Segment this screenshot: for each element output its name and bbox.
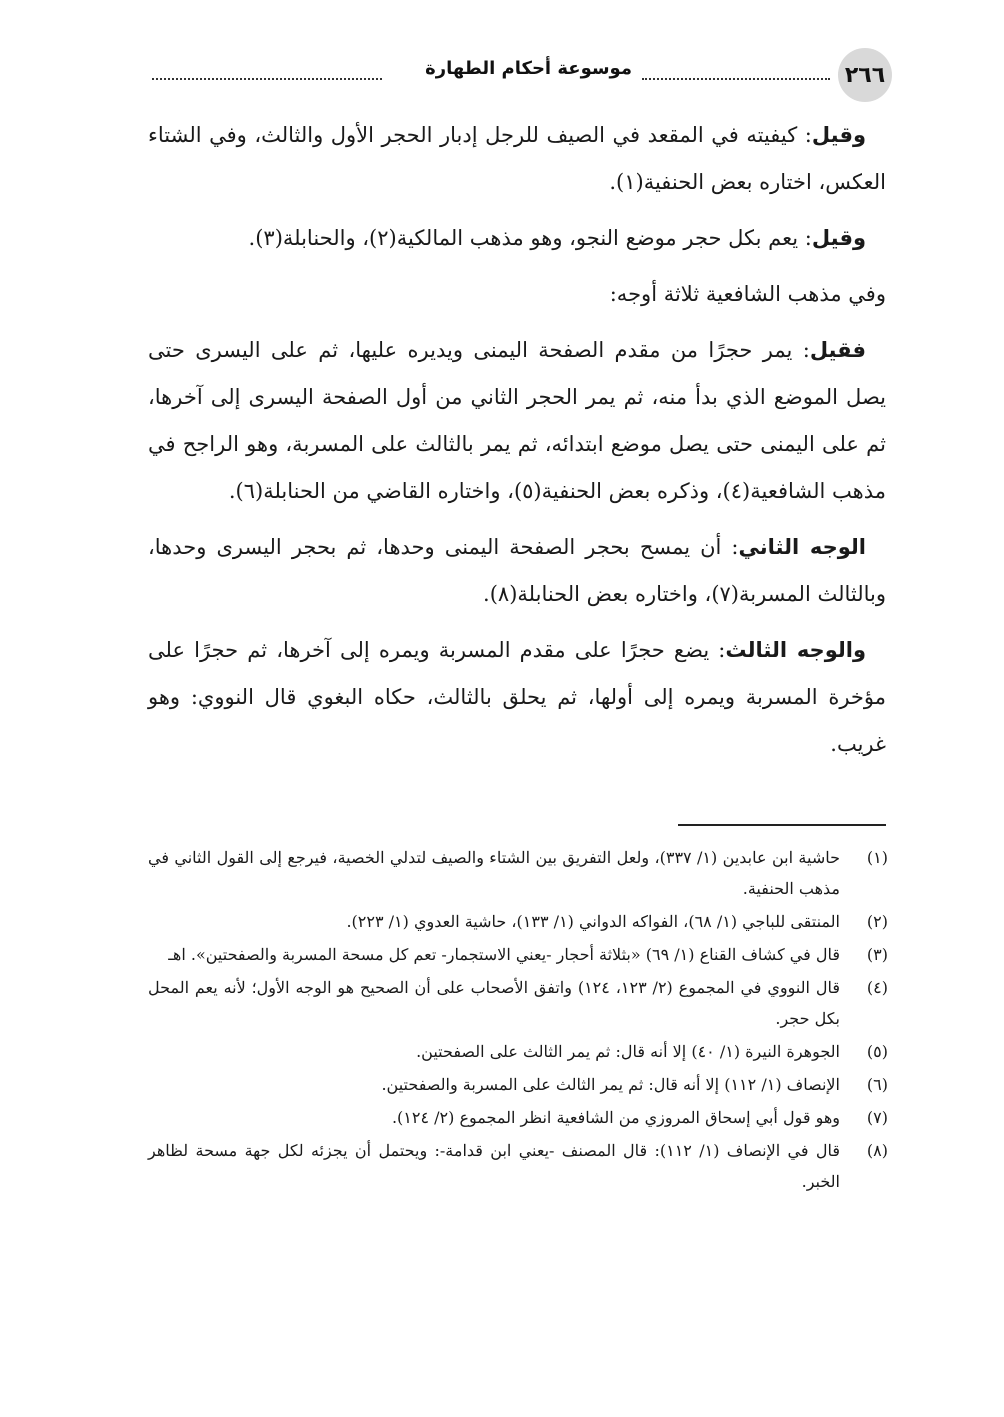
paragraph [148,215,886,262]
footnote-text: المنتقى للباجي (١/ ٦٨)، الفواكه الدواني (١/ ١٣٣)، حاشية العدوي (١/ ٢٢٣). [346,912,840,931]
footnote-text: الإنصاف (١/ ١١٢) إلا أنه قال: ثم يمر الثالث على المسربة والصفحتين. [381,1075,840,1094]
footnote [148,842,888,904]
page-number: ٢٦٦ [838,48,892,102]
footnote-text: قال في الإنصاف (١/ ١١٢): قال المصنف -يعني ابن قدامة-: ويحتمل أن يجزئه لكل جهة مسحة لظاهر الخبر. [148,1141,840,1191]
footnote-number: (٦) [866,1075,888,1094]
footnote-number: (٥) [866,1042,888,1061]
paragraph-text: : يضع حجرًا على مقدم المسربة ويمره إلى آخرها، ثم حجرًا على مؤخرة المسربة ويمره إلى أولها، ثم يحلق بالثالث، حكاه البغوي قال النووي: وهو غريب. [148,638,886,756]
footnote-divider [678,824,886,826]
paragraph-text: : يعم بكل حجر موضع النجو، وهو مذهب المالكية(٢)، والحنابلة(٣). [248,226,812,250]
footnote [148,1036,888,1067]
footnote-number: (٤) [866,978,888,997]
footnote [148,1069,888,1100]
paragraph-text: : كيفيته في المقعد في الصيف للرجل إدبار الحجر الأول والثالث، وفي الشتاء العكس، اختاره بعض الحنفية(١). [148,123,886,194]
footnotes [148,842,888,1199]
paragraph [148,327,886,515]
footnote-number: (٨) [866,1141,888,1160]
page-header [140,48,892,102]
footnote-text: حاشية ابن عابدين (١/ ٣٣٧)، ولعل التفريق بين الشتاء والصيف لتدلي الخصية، فيرجع إلى القول الثاني في مذهب الحنفية. [148,848,840,898]
footnote-text: وهو قول أبي إسحاق المروزي من الشافعية انظر المجموع (٢/ ١٢٤). [391,1108,840,1127]
paragraph-lead: وقيل [811,123,866,147]
paragraph [148,627,886,768]
header-dotted-rule-right [642,78,830,80]
paragraph [148,524,886,618]
paragraph-text: وفي مذهب الشافعية ثلاثة أوجه: [609,282,886,306]
footnote-text: الجوهرة النيرة (١/ ٤٠) إلا أنه قال: ثم يمر الثالث على الصفحتين. [416,1042,840,1061]
header-dotted-rule-left [152,78,382,80]
paragraph-lead: فقيل [809,338,866,362]
paragraph-text: : أن يمسح بحجر الصفحة اليمنى وحدها، ثم بحجر اليسرى وحدها، وبالثالث المسربة(٧)، واختاره بعض الحنابلة(٨). [148,535,886,606]
footnote-text: قال في كشاف القناع (١/ ٦٩) «بثلاثة أحجار -يعني الاستجمار- تعم كل مسحة المسربة والصفحتين». اهـ [168,945,840,964]
footnote [148,972,888,1034]
footnote-number: (١) [866,848,888,867]
footnote [148,1135,888,1197]
paragraph [148,271,886,318]
paragraph-lead: وقيل [811,226,866,250]
paragraph-lead: الوجه الثاني [738,535,866,559]
footnote [148,939,888,970]
footnote-number: (٣) [866,945,888,964]
footnote-text: قال النووي في المجموع (٢/ ١٢٣، ١٢٤) واتفق الأصحاب على أن الصحيح هو الوجه الأول؛ لأنه يعم المحل بكل حجر. [148,978,840,1028]
footnote [148,906,888,937]
footnote [148,1102,888,1133]
paragraph-lead: والوجه الثالث [725,638,866,662]
footnote-number: (٧) [866,1108,888,1127]
footnote-number: (٢) [866,912,888,931]
book-title: موسوعة أحكام الطهارة [425,58,632,79]
paragraph-text: : يمر حجرًا من مقدم الصفحة اليمنى ويديره عليها، ثم على اليسرى حتى يصل الموضع الذي بدأ منه، ثم يمر الحجر الثاني من أول الصفحة اليسرى إلى آخرها، ثم على اليمنى حتى يصل موضع ابتدائه، ثم يمر بالثالث على المسربة، وهو الراجح في مذهب الشافعية(٤)، وذكره بعض الحنفية(٥)، واختاره القاضي من الحنابلة(٦). [148,338,886,503]
main-text [148,112,886,777]
paragraph [148,112,886,206]
